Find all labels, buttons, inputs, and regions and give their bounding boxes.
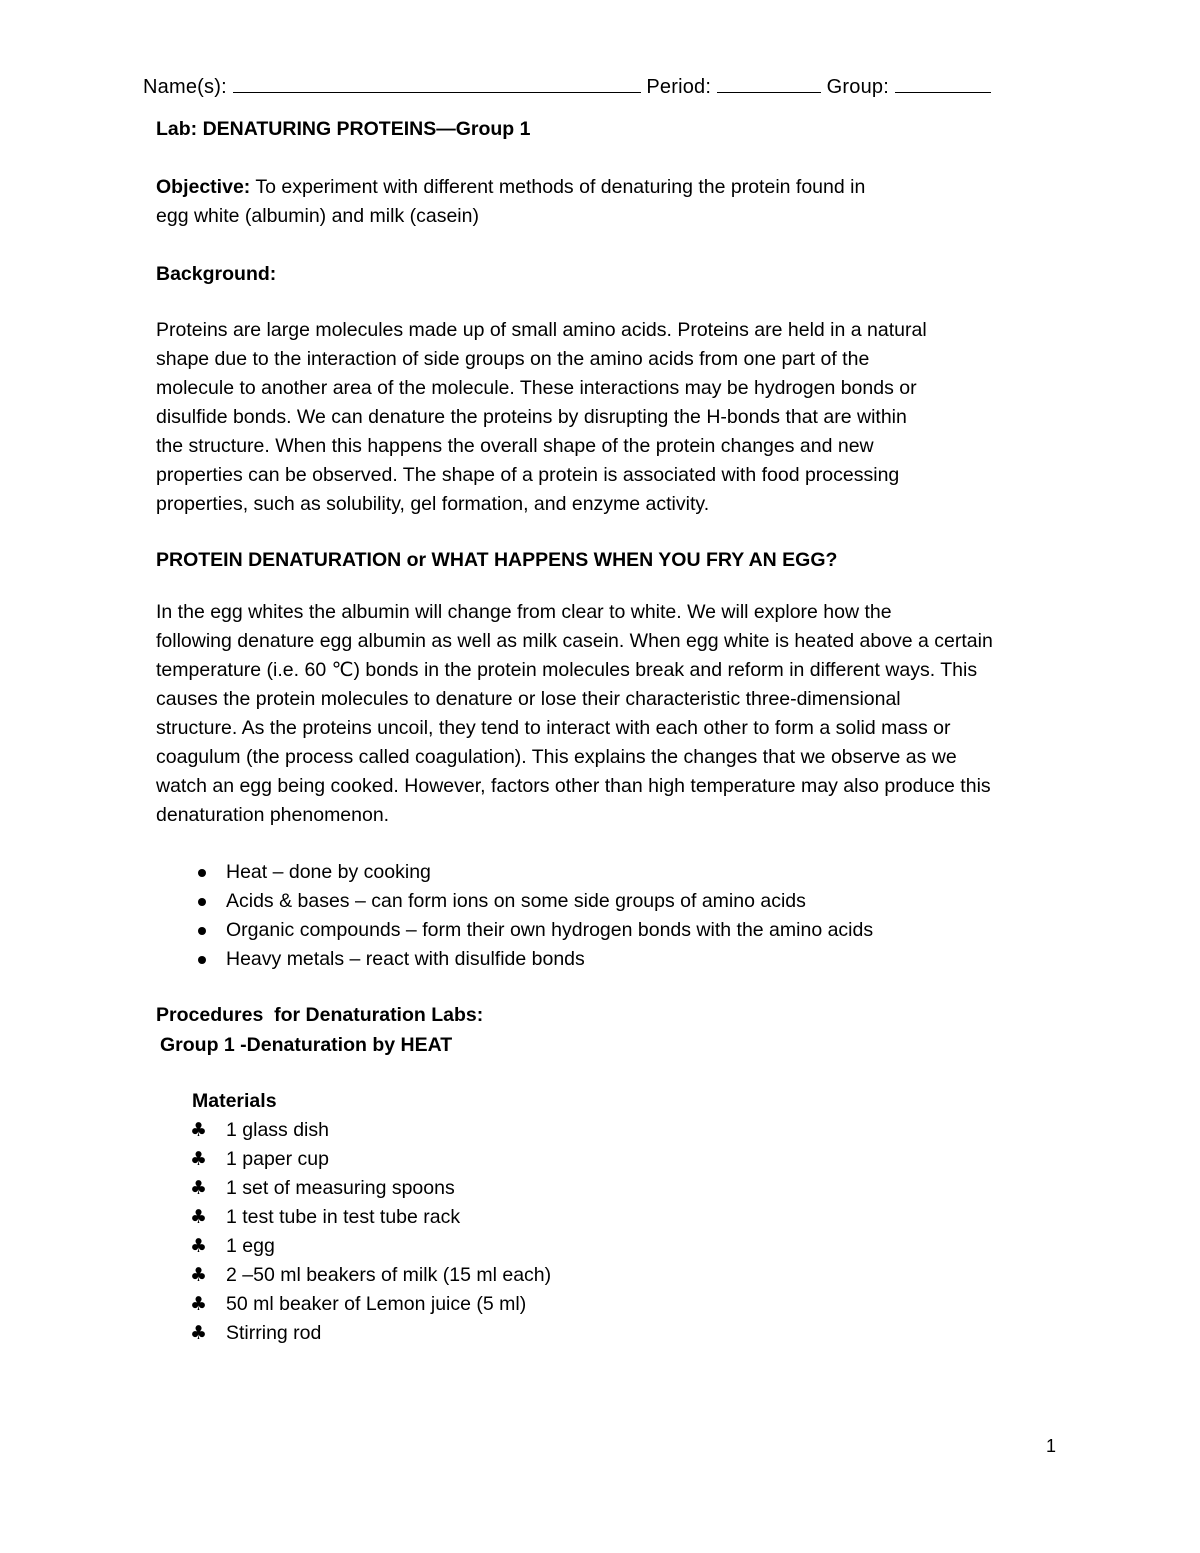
names-field[interactable] — [233, 74, 641, 93]
objective — [156, 173, 1096, 231]
denaturation-line: denaturation phenomenon. — [156, 804, 390, 826]
club-icon: ♣ — [190, 1119, 208, 1141]
objective-line-2: egg white (albumin) and milk (casein) — [156, 205, 479, 227]
header-row — [143, 74, 991, 99]
list-item: ♣ 1 test tube in test tube rack — [190, 1203, 551, 1232]
bullet-dot-icon — [198, 869, 206, 877]
club-icon: ♣ — [190, 1235, 208, 1257]
background-line: disulfide bonds. We can denature the proteins by disrupting the H-bonds that are within — [156, 406, 907, 428]
denaturation-factors-list — [196, 858, 873, 974]
bullet-dot-icon — [198, 898, 206, 906]
background-line: the structure. When this happens the overall shape of the protein changes and new — [156, 435, 874, 457]
group-label: Group: — [826, 76, 890, 98]
list-item: Acids & bases – can form ions on some side groups of amino acids — [196, 887, 873, 916]
denaturation-heading: PROTEIN DENATURATION or WHAT HAPPENS WHEN YOU FRY AN EGG? — [156, 549, 838, 571]
list-item: ♣ 2 –50 ml beakers of milk (15 ml each) — [190, 1261, 551, 1290]
denaturation-line: temperature (i.e. 60 ℃) bonds in the protein molecules break and reform in different ways. This — [156, 659, 978, 681]
period-field[interactable] — [717, 74, 821, 93]
materials-list — [190, 1116, 551, 1348]
club-icon: ♣ — [190, 1206, 208, 1228]
background-line: Proteins are large molecules made up of small amino acids. Proteins are held in a natural — [156, 319, 927, 341]
objective-label: Objective: — [156, 176, 251, 198]
objective-line-1: To experiment with different methods of denaturing the protein found in — [255, 176, 866, 198]
denaturation-line: coagulum (the process called coagulation). This explains the changes that we observe as we — [156, 746, 957, 768]
denaturation-line: causes the protein molecules to denature or lose their characteristic three-dimensional — [156, 688, 901, 710]
club-icon: ♣ — [190, 1148, 208, 1170]
names-label: Name(s): — [143, 76, 227, 98]
denaturation-line: structure. As the proteins uncoil, they tend to interact with each other to form a solid mass or — [156, 717, 951, 739]
group-field[interactable] — [895, 74, 991, 93]
list-item: ♣ 1 paper cup — [190, 1145, 551, 1174]
background-paragraph — [156, 316, 1096, 519]
period-label: Period: — [646, 76, 712, 98]
list-item: Heavy metals – react with disulfide bonds — [196, 945, 873, 974]
club-icon: ♣ — [190, 1264, 208, 1286]
background-line: molecule to another area of the molecule. These interactions may be hydrogen bonds or — [156, 377, 917, 399]
list-item: ♣ 1 egg — [190, 1232, 551, 1261]
procedures-heading: Procedures for Denaturation Labs: — [156, 1004, 484, 1026]
denaturation-paragraph — [156, 598, 1096, 830]
background-line: properties, such as solubility, gel formation, and enzyme activity. — [156, 493, 710, 515]
background-line: shape due to the interaction of side groups on the amino acids from one part of the — [156, 348, 870, 370]
list-item: ♣ Stirring rod — [190, 1319, 551, 1348]
club-icon: ♣ — [190, 1322, 208, 1344]
lab-title: Lab: DENATURING PROTEINS—Group 1 — [156, 118, 531, 140]
bullet-dot-icon — [198, 927, 206, 935]
background-line: properties can be observed. The shape of a protein is associated with food processing — [156, 464, 900, 486]
group-heading: Group 1 -Denaturation by HEAT — [160, 1034, 453, 1056]
list-item: Heat – done by cooking — [196, 858, 873, 887]
background-heading: Background: — [156, 263, 277, 285]
bullet-dot-icon — [198, 956, 206, 964]
page-number: 1 — [1046, 1436, 1057, 1456]
denaturation-line: watch an egg being cooked. However, factors other than high temperature may also produce this — [156, 775, 991, 797]
club-icon: ♣ — [190, 1177, 208, 1199]
materials-heading: Materials — [192, 1090, 277, 1112]
denaturation-line: following denature egg albumin as well as milk casein. When egg white is heated above a certain — [156, 630, 993, 652]
list-item: ♣ 50 ml beaker of Lemon juice (5 ml) — [190, 1290, 551, 1319]
list-item: Organic compounds – form their own hydrogen bonds with the amino acids — [196, 916, 873, 945]
list-item: ♣ 1 set of measuring spoons — [190, 1174, 551, 1203]
list-item: ♣ 1 glass dish — [190, 1116, 551, 1145]
denaturation-line: In the egg whites the albumin will change from clear to white. We will explore how the — [156, 601, 892, 623]
club-icon: ♣ — [190, 1293, 208, 1315]
